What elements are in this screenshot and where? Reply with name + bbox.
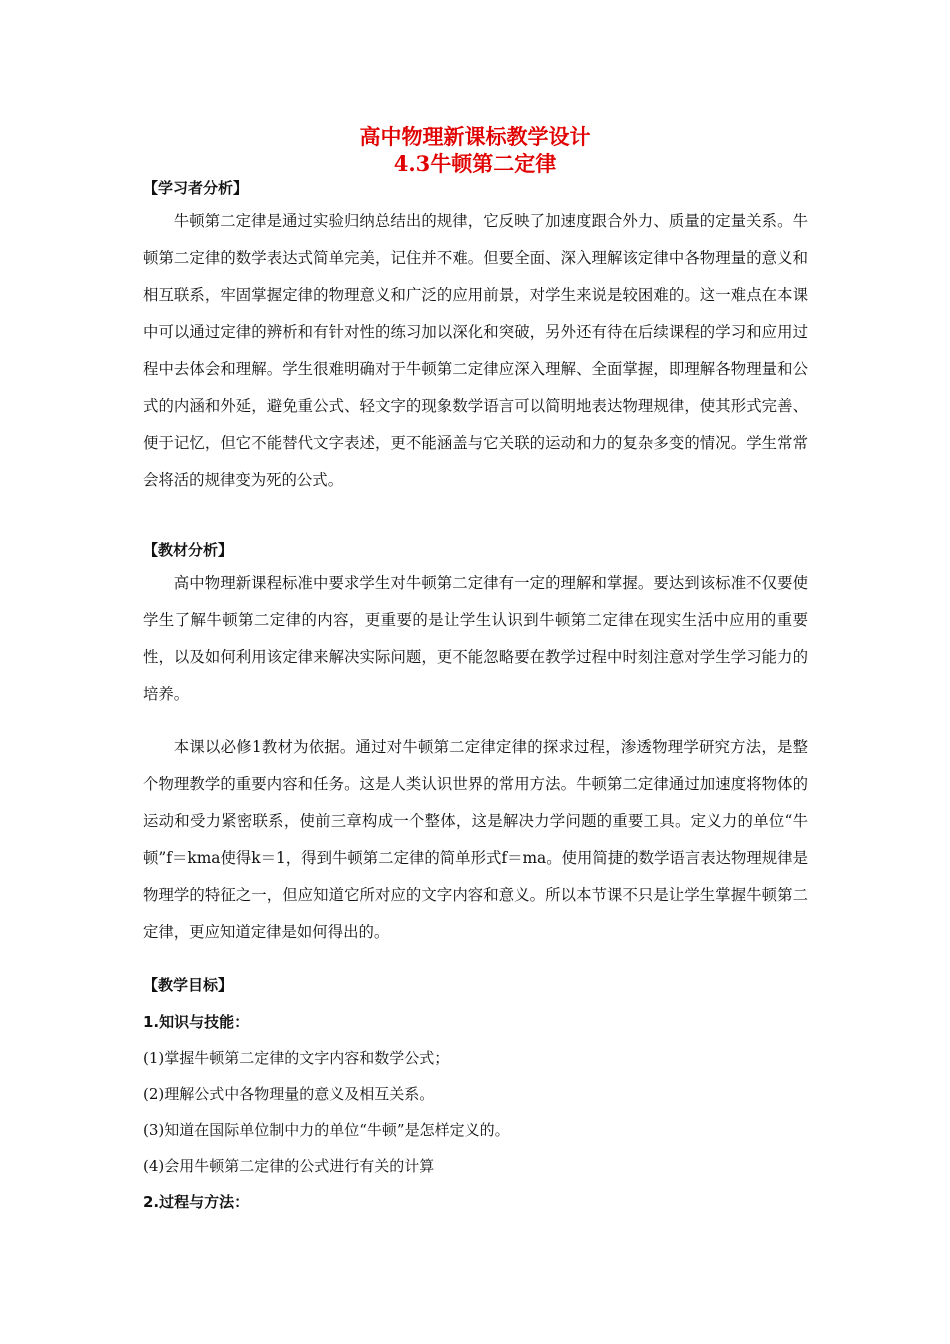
goals-subheading-process: 2.过程与方法：: [143, 1193, 250, 1211]
learner-analysis-paragraph: 牛顿第二定律是通过实验归纳总结出的规律，它反映了加速度跟合外力、质量的定量关系。牛顿第二定律的数学表达式简单完美，记住并不难。但要全面、深入理解该定律中各物理量的意义和相互联系，牢固掌握定律的物理意义和广泛的应用前景，对学生来说是较困难的。这一难点在本课中可以通过定律的辨析和有针对性的练习加以深化和突破，另外还有待在后续课程的学习和应用过程中去体会和理解。学生很难明确对于牛顿第二定律应深入理解、全面掌握，即理解各物理量和公式的内涵和外延，避免重公式、轻文字的现象数学语言可以简明地表达物理规律，使其形式完善、便于记忆，但它不能替代文字表述，更不能涵盖与它关联的运动和力的复杂多变的情况。学生常常会将活的规律变为死的公式。: [143, 212, 808, 489]
goal-item: (3)知道在国际单位制中力的单位“牛顿”是怎样定义的。: [143, 1121, 510, 1139]
textbook-analysis-paragraph-1: 高中物理新课程标准中要求学生对牛顿第二定律有一定的理解和掌握。要达到该标准不仅要使学生了解牛顿第二定律的内容，更重要的是让学生认识到牛顿第二定律在现实生活中应用的重要性，以及如何利用该定律来解决实际问题，更不能忽略要在教学过程中时刻注意对学生学习能力的培养。: [143, 574, 808, 703]
document-title: 高中物理新课标教学设计: [359, 124, 591, 149]
goal-item: (1)掌握牛顿第二定律的文字内容和数学公式；: [143, 1049, 450, 1067]
section-heading-learner-analysis: 【学习者分析】: [143, 179, 249, 197]
document-subtitle: 4.3牛顿第二定律: [393, 151, 557, 176]
goal-item: (4)会用牛顿第二定律的公式进行有关的计算: [143, 1157, 435, 1175]
textbook-analysis-paragraph-2: 本课以必修1教材为依据。通过对牛顿第二定律定律的探求过程，渗透物理学研究方法，是整个物理教学的重要内容和任务。这是人类认识世界的常用方法。牛顿第二定律通过加速度将物体的运动和受力紧密联系，使前三章构成一个整体，这是解决力学问题的重要工具。定义力的单位“牛顿”f＝kma使得k＝1，得到牛顿第二定律的简单形式f＝ma。使用简捷的数学语言表达物理规律是物理学的特征之一，但应知道它所对应的文字内容和意义。所以本节课不只是让学生掌握牛顿第二定律，更应知道定律是如何得出的。: [143, 738, 808, 941]
section-heading-textbook-analysis: 【教材分析】: [143, 541, 234, 559]
goal-item: (2)理解公式中各物理量的意义及相互关系。: [143, 1085, 435, 1103]
goals-subheading-knowledge: 1.知识与技能：: [143, 1013, 250, 1031]
section-heading-teaching-goals: 【教学目标】: [143, 976, 234, 994]
